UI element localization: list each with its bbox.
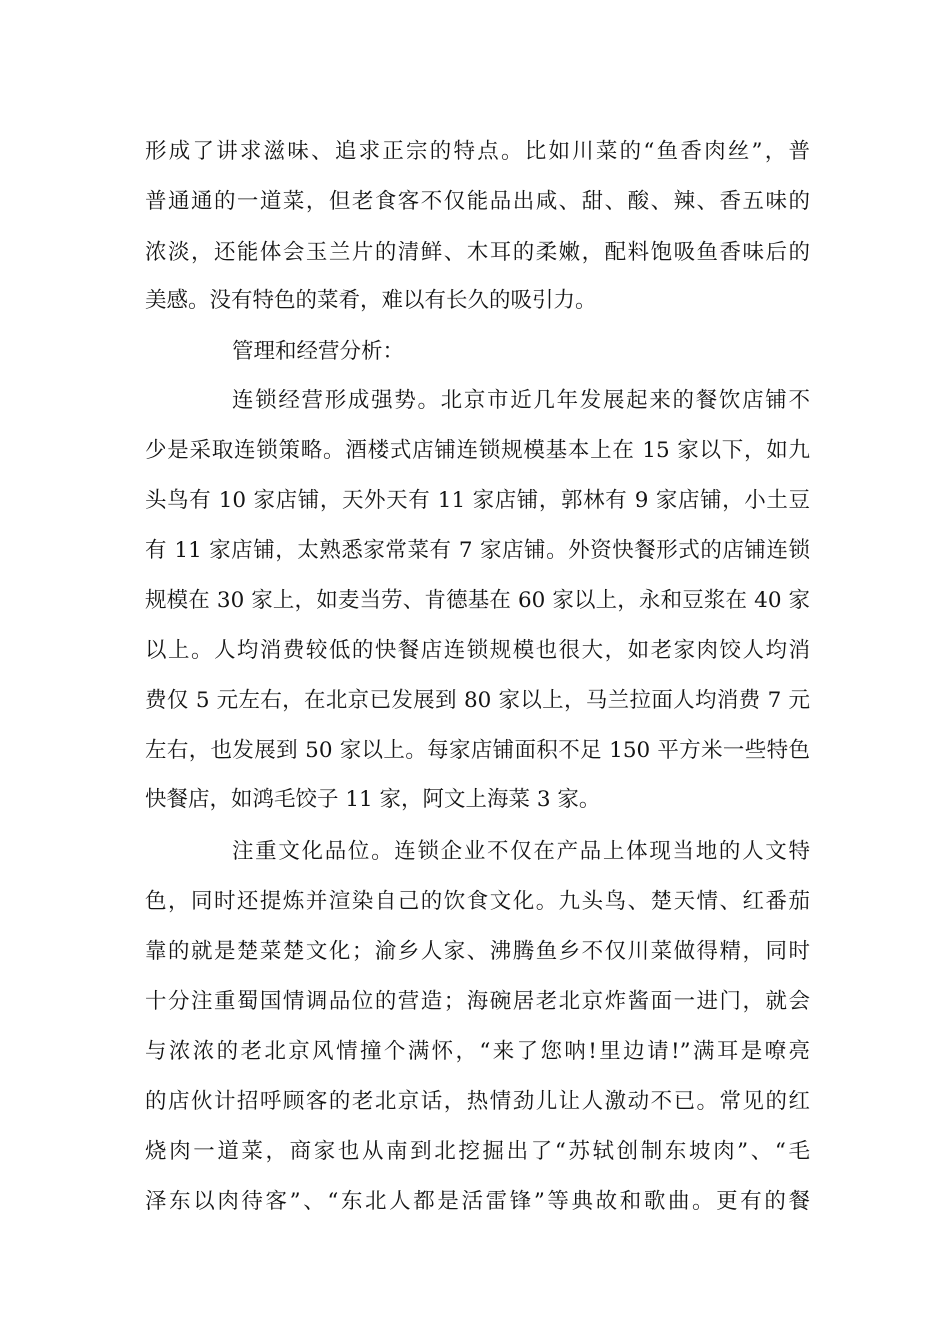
text-line: 美感。没有特色的菜肴，难以有长久的吸引力。 xyxy=(145,288,597,313)
text-line: 注重文化品位。连锁企业不仅在产品上体现当地的人文特 xyxy=(232,839,810,864)
text-line: 泽东以肉待客”、“东北人都是活雷锋”等典故和歌曲。更有的餐 xyxy=(145,1189,810,1214)
text-line: 连锁经营形成强势。北京市近几年发展起来的餐饮店铺不 xyxy=(232,388,810,413)
text-line: 的店伙计招呼顾客的老北京话，热情劲儿让人激动不已。常见的红 xyxy=(145,1089,810,1114)
text-line: 十分注重蜀国情调品位的营造；海碗居老北京炸酱面一进门，就会 xyxy=(145,989,810,1014)
text-line: 与浓浓的老北京风情撞个满怀，“来了您呐!里边请!”满耳是嘹亮 xyxy=(145,1039,810,1064)
text-line: 费仅 5 元左右，在北京已发展到 80 家以上，马兰拉面人均消费 7 元 xyxy=(145,688,810,713)
text-line: 快餐店，如鸿毛饺子 11 家，阿文上海菜 3 家。 xyxy=(145,787,601,812)
text-line: 浓淡，还能体会玉兰片的清鲜、木耳的柔嫩，配料饱吸鱼香味后的 xyxy=(145,240,810,265)
text-line: 形成了讲求滋味、追求正宗的特点。比如川菜的“鱼香肉丝”，普 xyxy=(145,139,810,164)
text-line: 头鸟有 10 家店铺，天外天有 11 家店铺，郭林有 9 家店铺，小土豆 xyxy=(145,488,810,513)
text-line: 普通通的一道菜，但老食客不仅能品出咸、甜、酸、辣、香五味的 xyxy=(145,189,810,214)
text-line: 烧肉一道菜，商家也从南到北挖掘出了“苏轼创制东坡肉”、“毛 xyxy=(145,1139,810,1164)
section-heading: 管理和经营分析： xyxy=(232,339,405,364)
text-line: 少是采取连锁策略。酒楼式店铺连锁规模基本上在 15 家以下，如九 xyxy=(145,438,810,463)
text-line: 色，同时还提炼并渲染自己的饮食文化。九头鸟、楚天情、红番茄 xyxy=(145,889,810,914)
text-line: 以上。人均消费较低的快餐店连锁规模也很大，如老家肉饺人均消 xyxy=(145,638,810,663)
text-line: 靠的就是楚菜楚文化；渝乡人家、沸腾鱼乡不仅川菜做得精，同时 xyxy=(145,939,810,964)
text-line: 左右，也发展到 50 家以上。每家店铺面积不足 150 平方米一些特色 xyxy=(145,738,810,763)
text-line: 规模在 30 家上，如麦当劳、肯德基在 60 家以上，永和豆浆在 40 家 xyxy=(145,588,810,613)
text-line: 有 11 家店铺，太熟悉家常菜有 7 家店铺。外资快餐形式的店铺连锁 xyxy=(145,538,810,563)
